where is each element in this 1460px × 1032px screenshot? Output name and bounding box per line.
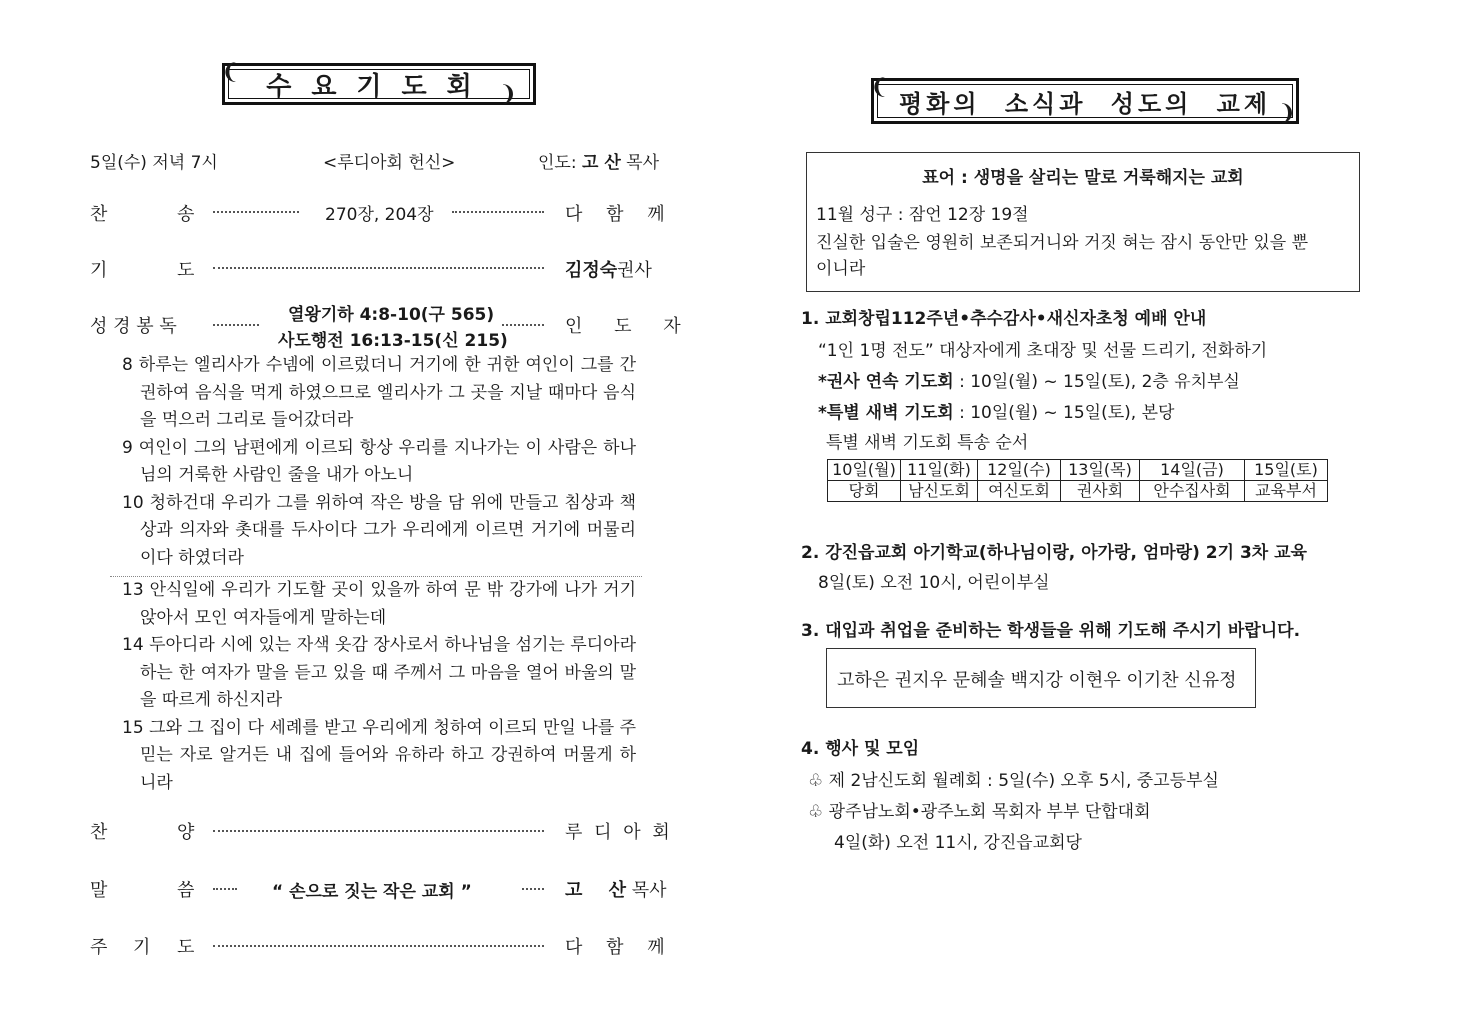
left-title-text: 수요기도회 bbox=[266, 71, 492, 102]
leader-dots bbox=[452, 211, 544, 213]
prayer-label: 도 bbox=[177, 260, 195, 281]
reading-ref-1: 열왕기하 4:8-10(구 565) bbox=[288, 305, 495, 325]
section-1-heading: 1. 교회창립112주년•추수감사•새신자초청 예배 안내 bbox=[801, 309, 1207, 329]
table-row bbox=[828, 481, 1328, 502]
leader-dots bbox=[213, 830, 544, 832]
scroll-ornament-icon: ❨ bbox=[870, 75, 893, 100]
leader-dots bbox=[502, 324, 544, 326]
section-4-item: ♧ 광주남노회•광주노회 목회자 부부 단합대회 bbox=[808, 802, 1151, 822]
table-cell: 12일(수) bbox=[978, 460, 1061, 481]
table-cell: 여신도회 bbox=[978, 481, 1061, 502]
sermon-label: 말 bbox=[90, 880, 108, 901]
table-cell: 당회 bbox=[828, 481, 901, 502]
table-cell: 13일(목) bbox=[1061, 460, 1140, 481]
right-page-title bbox=[870, 75, 1300, 126]
lords-prayer-label: 도 bbox=[177, 937, 195, 958]
scroll-ornament-icon: ❩ bbox=[498, 82, 537, 107]
section-2-line: 8일(토) 오전 10시, 어린이부실 bbox=[818, 573, 1050, 593]
scripture-block-1 bbox=[122, 352, 636, 572]
scripture-verse: 14 두아디라 시에 있는 자색 옷감 장사로서 하나님을 섬기는 루디아라 하는 한 여자가 말을 듣고 있을 때 주께서 그 마음을 열어 바울의 말을 따르게 하신지라 bbox=[122, 635, 636, 710]
section-2-heading: 2. 강진읍교회 아기학교(하나님이랑, 아가랑, 엄마랑) 2기 3차 교육 bbox=[801, 543, 1307, 563]
scripture-verse: 9 여인이 그의 남편에게 이르되 항상 우리를 지나가는 이 사람은 하나님의 거룩한 사람인 줄을 내가 아노니 bbox=[122, 437, 636, 485]
leader-dots bbox=[213, 324, 259, 326]
scroll-ornament-icon: ❩ bbox=[1277, 101, 1300, 126]
section-3-heading: 3. 대입과 취업을 준비하는 학생들을 위해 기도해 주시기 바랍니다. bbox=[801, 621, 1301, 641]
section-4-item: ♧ 제 2남신도회 월례회 : 5일(수) 오후 5시, 중고등부실 bbox=[808, 771, 1219, 791]
hymn-label: 찬 bbox=[90, 204, 108, 225]
service-event: <루디아회 헌신> bbox=[323, 153, 456, 173]
lords-prayer-label: 주 bbox=[90, 937, 108, 958]
prayer-by: 김정숙권사 bbox=[565, 260, 652, 281]
table-cell: 권사회 bbox=[1061, 481, 1140, 502]
table-cell: 14일(금) bbox=[1140, 460, 1245, 481]
sermon-by: 고 산 목사 bbox=[565, 880, 667, 901]
table-cell: 15일(토) bbox=[1245, 460, 1328, 481]
lords-prayer-by: 다 함 께 bbox=[565, 937, 665, 958]
clover-bullet-icon: ♧ bbox=[808, 771, 824, 791]
motto-verse-text: 이니라 bbox=[816, 259, 866, 279]
sermon-label: 씀 bbox=[177, 880, 195, 901]
section-1-line: *권사 연속 기도회 : 10일(월) ~ 15일(토), 2층 유치부실 bbox=[818, 372, 1240, 392]
clover-bullet-icon: ♧ bbox=[808, 802, 824, 822]
motto-verse-text: 진실한 입술은 영원히 보존되거니와 거짓 혀는 잠시 동안만 있을 뿐 bbox=[816, 233, 1309, 253]
student-names: 고하은 권지우 문혜솔 백지강 이현우 이기찬 신유정 bbox=[837, 670, 1237, 691]
table-cell: 교육부서 bbox=[1245, 481, 1328, 502]
praise-label: 양 bbox=[177, 822, 195, 843]
leader-dots bbox=[213, 267, 544, 269]
leader-dots bbox=[213, 888, 237, 890]
hymn-numbers: 270장, 204장 bbox=[325, 205, 434, 225]
leader-dots bbox=[213, 211, 299, 213]
left-page-title bbox=[221, 60, 537, 107]
table-cell: 남신도회 bbox=[901, 481, 978, 502]
reading-ref-2: 사도행전 16:13-15(신 215) bbox=[278, 331, 508, 351]
hymn-label: 송 bbox=[177, 204, 195, 225]
scripture-verse: 8 하루는 엘리사가 수넴에 이르렀더니 거기에 한 귀한 여인이 그를 간권하여 음식을 먹게 하였으므로 엘리사가 그 곳을 지날 때마다 음식을 먹으러 그리로 들어갔더라 bbox=[122, 355, 636, 430]
reading-by: 인 도 자 bbox=[565, 316, 681, 337]
section-1-line: *특별 새벽 기도회 : 10일(월) ~ 15일(토), 본당 bbox=[818, 403, 1175, 423]
service-leader: 인도: 고 산 목사 bbox=[538, 153, 660, 173]
leader-dots bbox=[213, 945, 544, 947]
table-cell: 10일(월) bbox=[828, 460, 901, 481]
scroll-ornament-icon: ❨ bbox=[221, 60, 260, 85]
scripture-verse: 13 안식일에 우리가 기도할 곳이 있을까 하여 문 밖 강가에 나가 거기 앉아서 모인 여자들에게 말하는데 bbox=[122, 580, 636, 628]
student-names-box bbox=[826, 648, 1256, 708]
right-title-text: 평화의 소식과 성도의 교제 bbox=[898, 89, 1272, 118]
reading-label: 성 경 봉 독 bbox=[90, 316, 177, 337]
scripture-verse: 10 청하건대 우리가 그를 위하여 작은 방을 담 위에 만들고 침상과 책상과 의자와 촛대를 두사이다 그가 우리에게 이르면 거기에 머물리이다 하였더라 bbox=[122, 492, 636, 568]
special-song-schedule-table bbox=[827, 459, 1328, 502]
prayer-label: 기 bbox=[90, 260, 108, 281]
hymn-by: 다 함 께 bbox=[565, 204, 665, 225]
table-cell: 11일(화) bbox=[901, 460, 978, 481]
scripture-block-2 bbox=[122, 577, 636, 797]
sermon-title: “ 손으로 짓는 작은 교회 ” bbox=[272, 882, 472, 902]
scripture-verse: 15 그와 그 집이 다 세례를 받고 우리에게 청하여 이르되 만일 나를 주 믿는 자로 알거든 내 집에 들어와 유하라 하고 강권하여 머물게 하니라 bbox=[122, 717, 636, 793]
table-row bbox=[828, 460, 1328, 481]
table-cell: 안수집사회 bbox=[1140, 481, 1245, 502]
service-time: 5일(수) 저녁 7시 bbox=[90, 153, 218, 173]
leader-dots bbox=[522, 888, 544, 890]
section-4-heading: 4. 행사 및 모임 bbox=[801, 739, 920, 759]
motto-heading: 표어 : 생명을 살리는 말로 거룩해지는 교회 bbox=[922, 168, 1244, 188]
praise-label: 찬 bbox=[90, 822, 108, 843]
praise-by: 루 디 아 회 bbox=[565, 822, 670, 843]
section-1-line: 특별 새벽 기도회 특송 순서 bbox=[826, 433, 1029, 453]
lords-prayer-label: 기 bbox=[133, 937, 151, 958]
motto-verse-ref: 11월 성구 : 잠언 12장 19절 bbox=[816, 205, 1029, 225]
motto-box bbox=[806, 152, 1360, 292]
section-1-line: “1인 1명 전도” 대상자에게 초대장 및 선물 드리기, 전화하기 bbox=[818, 341, 1268, 361]
section-4-item-detail: 4일(화) 오전 11시, 강진읍교회당 bbox=[834, 833, 1082, 853]
